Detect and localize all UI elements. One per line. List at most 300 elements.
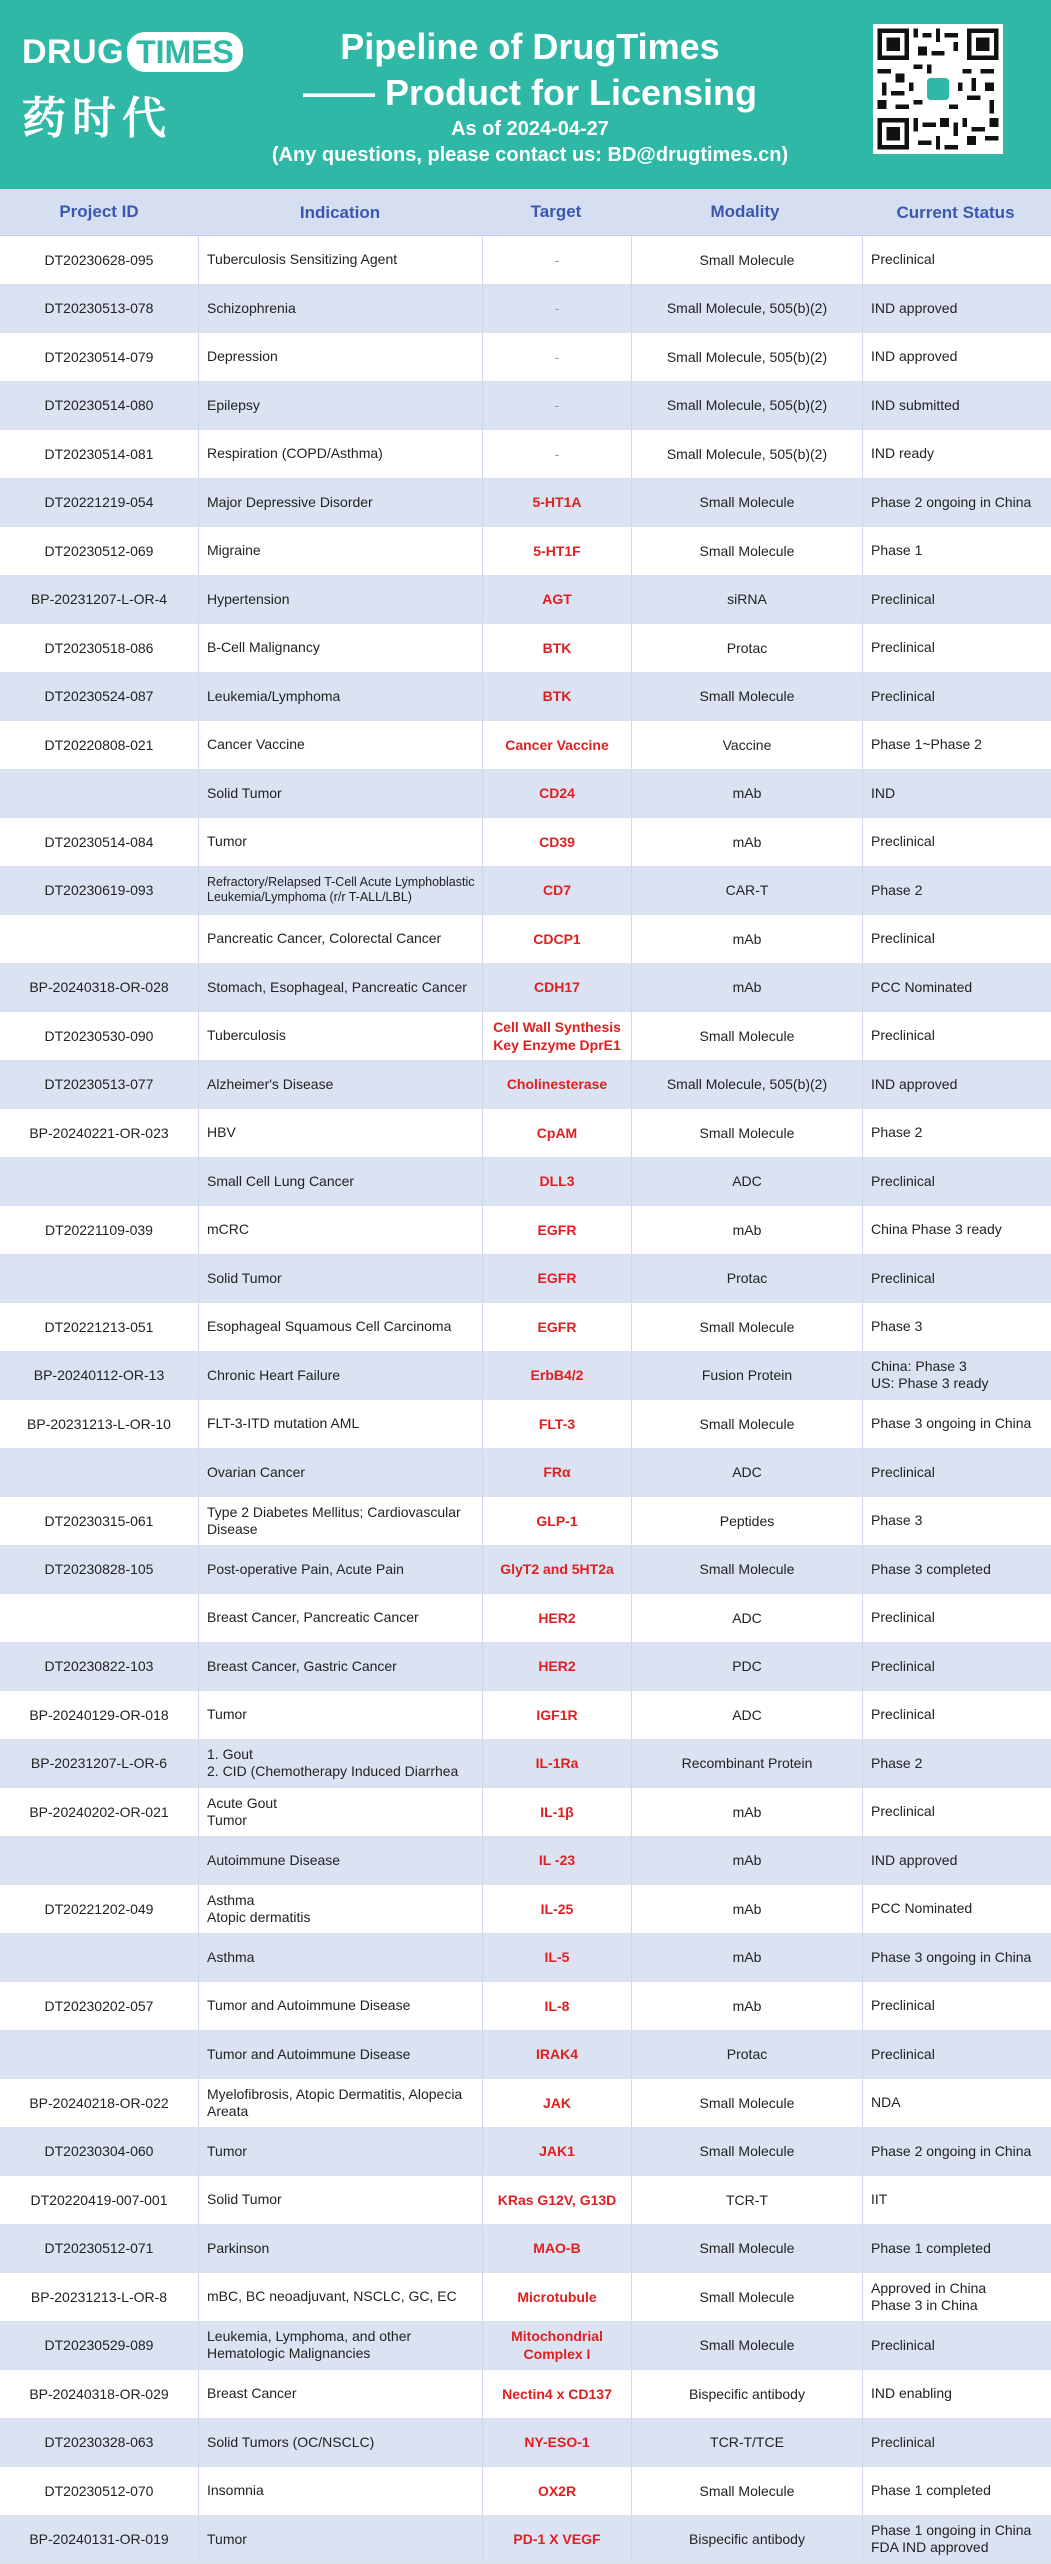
cell-target-text: CD39: [539, 833, 575, 851]
cell-target: [483, 1352, 632, 1400]
cell-status-text: Preclinical: [871, 1609, 935, 1626]
cell-modality-text: Small Molecule, 505(b)(2): [667, 349, 827, 365]
cell-indication-text: Esophageal Squamous Cell Carcinoma: [207, 1318, 451, 1335]
cell-target: [483, 1885, 632, 1933]
table-row: [0, 1885, 1051, 1934]
cell-indication: [199, 1788, 483, 1836]
cell-indication-text: 1. Gout 2. CID (Chemotherapy Induced Diarrhea: [207, 1746, 458, 1780]
cell-modality: [632, 576, 863, 624]
cell-modality-text: Small Molecule, 505(b)(2): [667, 1076, 827, 1092]
cell-modality-text: Recombinant Protein: [682, 1755, 813, 1771]
cell-modality: [632, 285, 863, 333]
cell-indication-text: Major Depressive Disorder: [207, 494, 373, 511]
cell-project-id-text: DT20230514-080: [45, 397, 154, 413]
cell-indication: [199, 1400, 483, 1448]
cell-status-text: Preclinical: [871, 1706, 935, 1723]
cell-modality-text: Fusion Protein: [702, 1367, 792, 1383]
cell-modality: [632, 1885, 863, 1933]
cell-project-id: [0, 1934, 199, 1982]
cell-indication-text: Small Cell Lung Cancer: [207, 1173, 354, 1190]
cell-target-text: Cell Wall Synthesis Key Enzyme DprE1: [493, 1018, 621, 1054]
cell-project-id: [0, 236, 199, 284]
cell-status: [863, 2176, 1051, 2224]
cell-modality: [632, 2516, 863, 2564]
cell-project-id: [0, 770, 199, 818]
cell-status: [863, 1061, 1051, 1109]
cell-status: [863, 2079, 1051, 2127]
cell-status: [863, 624, 1051, 672]
cell-status-text: China Phase 3 ready: [871, 1221, 1002, 1238]
cell-status: [863, 1255, 1051, 1303]
table-row: [0, 236, 1051, 285]
cell-indication: [199, 867, 483, 915]
cell-project-id-text: DT20230512-069: [45, 543, 154, 559]
cell-project-id-text: BP-20240131-OR-019: [29, 2531, 168, 2547]
cell-indication: [199, 576, 483, 624]
cell-status: [863, 236, 1051, 284]
cell-project-id: [0, 1206, 199, 1254]
cell-target: [483, 2031, 632, 2079]
cell-modality: [632, 1400, 863, 1448]
cell-project-id: [0, 673, 199, 721]
cell-modality: [632, 527, 863, 575]
cell-modality: [632, 2419, 863, 2467]
cell-modality: [632, 2322, 863, 2370]
cell-modality: [632, 915, 863, 963]
cell-project-id: [0, 1109, 199, 1157]
cell-indication: [199, 2467, 483, 2515]
cell-status: [863, 721, 1051, 769]
cell-target-text: IL-1Ra: [536, 1754, 579, 1772]
cell-target: [483, 479, 632, 527]
cell-modality: [632, 1061, 863, 1109]
cell-target: [483, 576, 632, 624]
cell-project-id-text: DT20230513-078: [45, 300, 154, 316]
cell-modality-text: Small Molecule: [700, 2240, 795, 2256]
cell-status-text: Phase 2: [871, 1124, 922, 1141]
cell-status: [863, 1303, 1051, 1351]
cell-status: [863, 1449, 1051, 1497]
cell-project-id: [0, 2322, 199, 2370]
cell-project-id: [0, 479, 199, 527]
cell-target: [483, 2079, 632, 2127]
cell-project-id-text: DT20230828-105: [45, 1561, 154, 1577]
cell-project-id-text: DT20230628-095: [45, 252, 154, 268]
cell-target: [483, 2322, 632, 2370]
cell-target-text: FLT-3: [539, 1415, 575, 1433]
cell-project-id-text: BP-20240112-OR-13: [34, 1367, 164, 1383]
cell-status-text: IIT: [871, 2191, 887, 2208]
qr-code-icon: [873, 24, 1003, 154]
cell-status-text: Phase 3 ongoing in China: [871, 1949, 1031, 1966]
cell-project-id-text: DT20230304-060: [45, 2143, 154, 2159]
cell-modality-text: TCR-T: [726, 2192, 768, 2208]
cell-status-text: Preclinical: [871, 639, 935, 656]
cell-target-text: ErbB4/2: [531, 1366, 584, 1384]
cell-indication-text: Stomach, Esophageal, Pancreatic Cancer: [207, 979, 467, 996]
cell-project-id-text: DT20220808-021: [45, 737, 154, 753]
table-body: [0, 236, 1051, 2564]
cell-target: [483, 1934, 632, 1982]
cell-modality: [632, 1643, 863, 1691]
drugtimes-logo: [22, 28, 172, 138]
cell-status: [863, 964, 1051, 1012]
cell-status: [863, 1837, 1051, 1885]
cell-target-text: HER2: [538, 1609, 575, 1627]
cell-status-text: Preclinical: [871, 1803, 935, 1820]
cell-status-text: Preclinical: [871, 2434, 935, 2451]
cell-indication: [199, 818, 483, 866]
logo-text-cn: 药时代: [22, 82, 172, 146]
table-row: [0, 624, 1051, 673]
cell-indication-text: Leukemia, Lymphoma, and other Hematologic Malignancies: [207, 2328, 482, 2362]
table-row: [0, 2419, 1051, 2468]
cell-target: [483, 1497, 632, 1545]
cell-status: [863, 818, 1051, 866]
cell-modality: [632, 1109, 863, 1157]
cell-modality: [632, 2031, 863, 2079]
cell-indication-text: Post-operative Pain, Acute Pain: [207, 1561, 404, 1578]
cell-target-text: IRAK4: [536, 2045, 578, 2063]
cell-target-text: CpAM: [537, 1124, 577, 1142]
cell-status-text: Phase 1 completed: [871, 2240, 991, 2257]
cell-modality: [632, 2273, 863, 2321]
cell-modality: [632, 1449, 863, 1497]
cell-status: [863, 333, 1051, 381]
cell-project-id-text: BP-20240218-OR-022: [29, 2095, 168, 2111]
cell-indication: [199, 1012, 483, 1060]
cell-modality: [632, 382, 863, 430]
table-row: [0, 1352, 1051, 1401]
cell-indication-text: Refractory/Relapsed T-Cell Acute Lymphoblastic Leukemia/Lymphoma (r/r T-ALL/LBL): [207, 875, 482, 905]
cell-indication-text: Tumor and Autoimmune Disease: [207, 1997, 410, 2014]
cell-indication-text: Solid Tumor: [207, 1270, 282, 1287]
cell-indication: [199, 1497, 483, 1545]
cell-status-text: Phase 3: [871, 1512, 922, 1529]
table-row: [0, 1012, 1051, 1061]
cell-status: [863, 285, 1051, 333]
cell-target: [483, 2225, 632, 2273]
table-row: [0, 1061, 1051, 1110]
table-row: [0, 2370, 1051, 2419]
cell-project-id: [0, 867, 199, 915]
cell-modality: [632, 1012, 863, 1060]
cell-status: [863, 576, 1051, 624]
cell-target: [483, 1255, 632, 1303]
cell-modality: [632, 479, 863, 527]
cell-status: [863, 2273, 1051, 2321]
cell-indication-text: mCRC: [207, 1221, 249, 1238]
cell-status-text: Preclinical: [871, 2046, 935, 2063]
cell-modality: [632, 1594, 863, 1642]
cell-status: [863, 2467, 1051, 2515]
cell-indication: [199, 479, 483, 527]
cell-status-text: IND ready: [871, 445, 934, 462]
cell-target: [483, 867, 632, 915]
cell-target: [483, 1449, 632, 1497]
cell-project-id-text: DT20230514-081: [45, 446, 154, 462]
cell-status: [863, 1012, 1051, 1060]
table-row: [0, 285, 1051, 334]
cell-target-text: DLL3: [540, 1172, 575, 1190]
cell-modality-text: Protac: [727, 1270, 767, 1286]
table-row: [0, 2031, 1051, 2080]
cell-indication: [199, 2516, 483, 2564]
cell-indication-text: Breast Cancer, Pancreatic Cancer: [207, 1609, 419, 1626]
cell-target: [483, 721, 632, 769]
cell-status: [863, 2225, 1051, 2273]
cell-target: [483, 2273, 632, 2321]
cell-project-id: [0, 2516, 199, 2564]
cell-status-text: Phase 1 completed: [871, 2482, 991, 2499]
cell-target-text: HER2: [538, 1657, 575, 1675]
table-row: [0, 2273, 1051, 2322]
cell-status: [863, 2516, 1051, 2564]
cell-status-text: Phase 1: [871, 542, 922, 559]
cell-project-id: [0, 527, 199, 575]
cell-indication: [199, 527, 483, 575]
cell-status-text: Phase 2 ongoing in China: [871, 2143, 1031, 2160]
cell-project-id: [0, 818, 199, 866]
cell-project-id-text: DT20230822-103: [45, 1658, 154, 1674]
cell-modality: [632, 1982, 863, 2030]
table-row: [0, 2467, 1051, 2516]
cell-modality: [632, 1158, 863, 1206]
cell-modality-text: Small Molecule: [700, 1416, 795, 1432]
cell-indication-text: Hypertension: [207, 591, 290, 608]
cell-indication: [199, 1885, 483, 1933]
cell-target: [483, 430, 632, 478]
cell-status: [863, 1934, 1051, 1982]
cell-modality-text: mAb: [733, 1222, 762, 1238]
cell-target: [483, 285, 632, 333]
cell-status: [863, 1400, 1051, 1448]
cell-modality: [632, 2467, 863, 2515]
cell-modality-text: mAb: [733, 1901, 762, 1917]
cell-project-id-text: DT20221109-039: [45, 1222, 153, 1238]
cell-indication: [199, 1255, 483, 1303]
cell-modality-text: ADC: [732, 1173, 762, 1189]
cell-target: [483, 236, 632, 284]
page-title: Pipeline of DrugTimes: [250, 24, 810, 70]
cell-target-text: EGFR: [538, 1221, 577, 1239]
table-row: [0, 1303, 1051, 1352]
cell-target-text: -: [555, 348, 560, 366]
cell-target-text: -: [555, 299, 560, 317]
table-header: [0, 189, 1051, 236]
cell-indication: [199, 2419, 483, 2467]
cell-status: [863, 915, 1051, 963]
cell-project-id: [0, 2370, 199, 2418]
cell-indication: [199, 1352, 483, 1400]
cell-indication-text: Solid Tumors (OC/NSCLC): [207, 2434, 374, 2451]
cell-status-text: IND approved: [871, 300, 957, 317]
cell-modality: [632, 430, 863, 478]
table-row: [0, 1982, 1051, 2031]
table-row: [0, 770, 1051, 819]
cell-indication-text: Tumor: [207, 1706, 247, 1723]
cell-modality: [632, 624, 863, 672]
table-row: [0, 1449, 1051, 1498]
cell-status-text: Preclinical: [871, 1464, 935, 1481]
cell-status: [863, 1885, 1051, 1933]
logo-text-drug: DRUG: [22, 33, 124, 72]
cell-project-id: [0, 1497, 199, 1545]
cell-indication: [199, 1837, 483, 1885]
cell-status: [863, 2370, 1051, 2418]
table-row: [0, 1691, 1051, 1740]
cell-status: [863, 1546, 1051, 1594]
cell-indication-text: mBC, BC neoadjuvant, NSCLC, GC, EC: [207, 2288, 457, 2305]
cell-modality: [632, 1788, 863, 1836]
cell-status-text: Preclinical: [871, 591, 935, 608]
cell-status-text: NDA: [871, 2094, 901, 2111]
cell-status-text: PCC Nominated: [871, 1900, 972, 1917]
cell-modality: [632, 333, 863, 381]
cell-indication-text: Myelofibrosis, Atopic Dermatitis, Alopecia Areata: [207, 2086, 482, 2120]
cell-target: [483, 1594, 632, 1642]
cell-indication: [199, 2128, 483, 2176]
cell-project-id-text: BP-20231213-L-OR-10: [27, 1416, 171, 1432]
cell-status-text: PCC Nominated: [871, 979, 972, 996]
cell-indication-text: Insomnia: [207, 2482, 264, 2499]
cell-project-id: [0, 1691, 199, 1739]
cell-status-text: Preclinical: [871, 688, 935, 705]
cell-status: [863, 527, 1051, 575]
cell-status-text: IND approved: [871, 1852, 957, 1869]
cell-status: [863, 1206, 1051, 1254]
cell-project-id: [0, 2031, 199, 2079]
cell-modality: [632, 1497, 863, 1545]
cell-indication-text: Respiration (COPD/Asthma): [207, 445, 383, 462]
cell-target-text: NY-ESO-1: [524, 2433, 589, 2451]
cell-indication: [199, 2176, 483, 2224]
cell-target: [483, 2128, 632, 2176]
cell-project-id-text: DT20230530-090: [45, 1028, 154, 1044]
header-text: [250, 24, 810, 168]
table-row: [0, 721, 1051, 770]
cell-status-text: IND enabling: [871, 2385, 952, 2402]
cell-target: [483, 1109, 632, 1157]
cell-project-id-text: DT20230328-063: [45, 2434, 154, 2450]
page-header: [0, 0, 1051, 189]
cell-modality-text: Small Molecule: [700, 1561, 795, 1577]
cell-target-text: Cancer Vaccine: [505, 736, 609, 754]
cell-status: [863, 2031, 1051, 2079]
cell-status-text: Preclinical: [871, 2337, 935, 2354]
cell-project-id: [0, 2128, 199, 2176]
cell-modality-text: ADC: [732, 1707, 762, 1723]
cell-indication: [199, 1158, 483, 1206]
cell-status-text: Preclinical: [871, 1270, 935, 1287]
cell-status: [863, 1352, 1051, 1400]
cell-project-id: [0, 2419, 199, 2467]
cell-project-id-text: BP-20240318-OR-029: [29, 2386, 168, 2402]
cell-modality-text: Small Molecule: [700, 252, 795, 268]
cell-indication-text: Solid Tumor: [207, 785, 282, 802]
cell-indication-text: B-Cell Malignancy: [207, 639, 320, 656]
cell-modality: [632, 964, 863, 1012]
cell-target-text: IL-8: [545, 1997, 570, 2015]
cell-target: [483, 1206, 632, 1254]
cell-status-text: Phase 3 ongoing in China: [871, 1415, 1031, 1432]
cell-status-text: Preclinical: [871, 1658, 935, 1675]
cell-indication-text: Migraine: [207, 542, 261, 559]
cell-indication: [199, 2322, 483, 2370]
table-row: [0, 1788, 1051, 1837]
cell-modality-text: TCR-T/TCE: [710, 2434, 784, 2450]
cell-status-text: IND: [871, 785, 895, 802]
cell-target: [483, 1158, 632, 1206]
cell-project-id-text: DT20230315-061: [45, 1513, 154, 1529]
cell-target-text: IL-1β: [540, 1803, 573, 1821]
cell-indication-text: Cancer Vaccine: [207, 736, 305, 753]
cell-target-text: BTK: [543, 687, 572, 705]
cell-modality: [632, 2079, 863, 2127]
cell-indication-text: Asthma Atopic dermatitis: [207, 1892, 310, 1926]
table-row: [0, 915, 1051, 964]
cell-indication-text: Tumor: [207, 2143, 247, 2160]
cell-target: [483, 1691, 632, 1739]
cell-indication: [199, 1061, 483, 1109]
cell-target-text: AGT: [542, 590, 572, 608]
cell-project-id: [0, 1400, 199, 1448]
cell-indication-text: Schizophrenia: [207, 300, 296, 317]
cell-project-id: [0, 1158, 199, 1206]
cell-project-id-text: BP-20231207-L-OR-6: [31, 1755, 167, 1771]
cell-target: [483, 1982, 632, 2030]
cell-project-id-text: DT20221213-051: [45, 1319, 154, 1335]
cell-status-text: Phase 2 ongoing in China: [871, 494, 1031, 511]
as-of-date: As of 2024-04-27: [250, 116, 810, 142]
cell-target: [483, 2370, 632, 2418]
cell-status: [863, 1788, 1051, 1836]
table-row: [0, 818, 1051, 867]
cell-status: [863, 673, 1051, 721]
cell-indication: [199, 236, 483, 284]
cell-target: [483, 382, 632, 430]
cell-modality: [632, 818, 863, 866]
cell-project-id: [0, 915, 199, 963]
cell-target-text: -: [555, 445, 560, 463]
cell-status-text: IND submitted: [871, 397, 960, 414]
logo-text-times: TIMES: [127, 32, 243, 72]
cell-indication: [199, 2225, 483, 2273]
cell-status-text: Approved in China Phase 3 in China: [871, 2280, 986, 2314]
cell-target: [483, 1400, 632, 1448]
cell-indication-text: Depression: [207, 348, 278, 365]
cell-indication: [199, 964, 483, 1012]
cell-project-id: [0, 1449, 199, 1497]
table-row: [0, 1643, 1051, 1692]
cell-modality-text: Small Molecule: [700, 1028, 795, 1044]
cell-modality: [632, 721, 863, 769]
cell-project-id: [0, 2273, 199, 2321]
cell-status: [863, 770, 1051, 818]
cell-indication: [199, 673, 483, 721]
cell-project-id-text: DT20230619-093: [45, 882, 154, 898]
cell-indication: [199, 624, 483, 672]
cell-project-id: [0, 1982, 199, 2030]
cell-modality-text: Bispecific antibody: [689, 2531, 805, 2547]
cell-target: [483, 964, 632, 1012]
cell-target-text: -: [555, 396, 560, 414]
cell-status: [863, 479, 1051, 527]
cell-status: [863, 1691, 1051, 1739]
cell-target: [483, 673, 632, 721]
cell-indication: [199, 1109, 483, 1157]
cell-target-text: KRas G12V, G13D: [498, 2191, 617, 2209]
